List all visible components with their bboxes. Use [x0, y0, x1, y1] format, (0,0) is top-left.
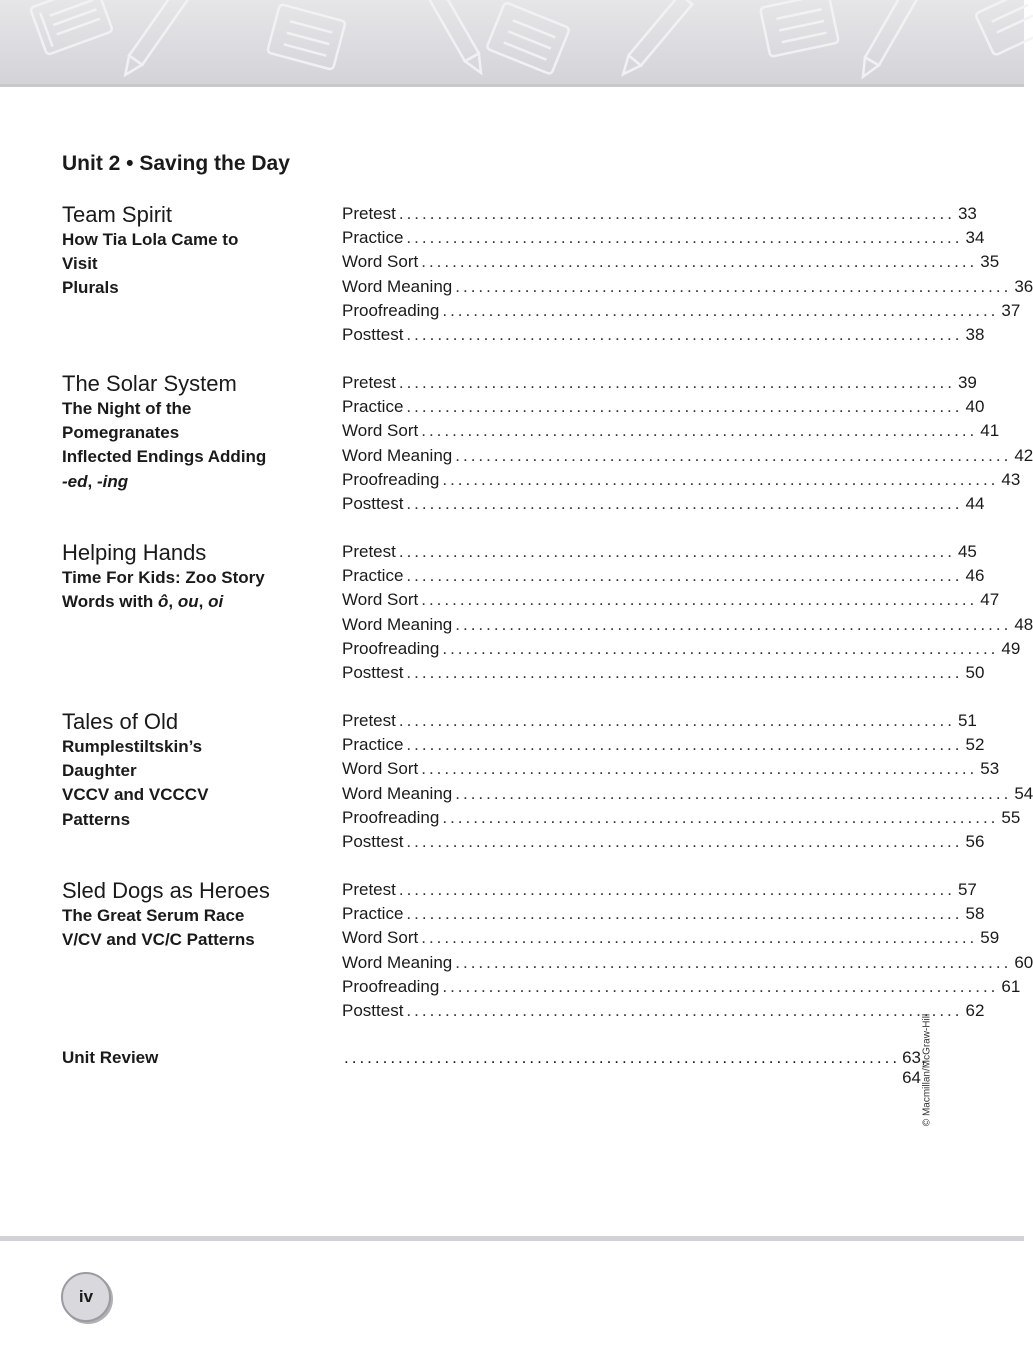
dot-leader: ........................................................................: [406, 228, 963, 248]
toc-label: Practice: [342, 904, 404, 924]
skill-title: VCCV and VCCCV: [62, 785, 209, 805]
toc-label: Pretest: [342, 204, 396, 223]
toc-label: Word Sort: [342, 759, 419, 779]
page-number: 60: [1014, 952, 1033, 972]
page-number: 55: [1001, 807, 1021, 827]
toc-label: Posttest: [342, 831, 404, 851]
toc-label: Word Sort: [342, 928, 419, 948]
section-title: Sled Dogs as Heroes: [62, 878, 270, 903]
toc-row: [342, 759, 1000, 783]
vowel-ou: ou: [177, 592, 199, 612]
separator: ,: [198, 592, 209, 612]
toc-label: Proofreading: [342, 300, 440, 320]
toc-row: [342, 735, 985, 759]
dot-leader: ........................................................................: [455, 276, 1012, 296]
toc-row: [342, 493, 985, 518]
page-number: 58: [965, 904, 985, 924]
page-number-badge: iv: [61, 1272, 111, 1322]
toc-row: [342, 831, 985, 856]
toc-label: Word Sort: [342, 421, 419, 441]
toc-label: Word Meaning: [342, 276, 453, 296]
page-number: 39: [957, 373, 977, 392]
dot-leader: ........................................................................: [442, 976, 999, 996]
page-number: 41: [980, 421, 1000, 441]
toc-label: Word Meaning: [342, 614, 453, 634]
dot-leader: ........................................................................: [442, 807, 999, 827]
toc-row: [342, 976, 1021, 1001]
toc-label: Word Meaning: [342, 783, 453, 803]
page-number: 62: [965, 1000, 985, 1020]
page-number: 46: [965, 566, 985, 586]
dot-leader: ........................................................................: [421, 252, 978, 272]
page-number: 51: [957, 711, 977, 730]
skill-prefix: Words with: [62, 592, 159, 612]
story-title: Time For Kids: Zoo Story: [62, 568, 265, 587]
toc-label: Posttest: [342, 493, 404, 513]
toc-row: [342, 204, 977, 228]
page-number: 37: [1001, 300, 1021, 320]
toc-row: [342, 542, 977, 566]
story-title: Daughter: [62, 761, 137, 781]
dot-leader: ........................................................................: [406, 904, 963, 924]
story-title: Visit: [62, 254, 98, 274]
vowel-oi: oi: [208, 592, 224, 612]
dot-leader: ........................................................................: [398, 880, 955, 899]
dot-leader: ........................................................................: [421, 928, 978, 948]
vowel-o-circumflex: ô: [158, 592, 169, 612]
page-number: 36: [1014, 276, 1033, 296]
skill-title: V/CV and VC/C Patterns: [62, 930, 255, 950]
footer-divider: [0, 1236, 1024, 1241]
dot-leader: ........................................................................: [455, 614, 1012, 634]
toc-label: Posttest: [342, 662, 404, 682]
dot-leader: ........................................................................: [421, 421, 978, 441]
skill-title: Inflected Endings Adding: [62, 447, 267, 467]
toc-row: [342, 566, 985, 590]
page-number: 50: [965, 662, 985, 682]
page-number: 54: [1014, 783, 1033, 803]
page-number: 40: [965, 397, 985, 417]
dot-leader: ........................................................................: [406, 397, 963, 417]
unit-title: Unit 2 • Saving the Day: [62, 152, 290, 175]
dot-leader: ........................................................................: [442, 638, 999, 658]
toc-row: [342, 614, 1033, 639]
dot-leader: ........................................................................: [421, 759, 978, 779]
skill-title: [62, 590, 332, 614]
dot-leader: ........................................................................: [398, 711, 955, 730]
toc-row: [342, 228, 985, 252]
page-number: 47: [980, 590, 1000, 610]
toc-label: Word Meaning: [342, 445, 453, 465]
dot-leader: ........................................................................: [344, 1048, 901, 1067]
toc-label: Posttest: [342, 324, 404, 344]
page-number: 48: [1014, 614, 1033, 634]
story-title: Pomegranates: [62, 423, 180, 443]
toc-row: [342, 421, 1000, 445]
page-number: 45: [957, 542, 977, 561]
toc-row: [342, 300, 1021, 325]
toc-label: Pretest: [342, 880, 396, 899]
dot-leader: ........................................................................: [442, 300, 999, 320]
toc-label: Proofreading: [342, 469, 440, 489]
dot-leader: ........................................................................: [421, 590, 978, 610]
toc-label: Proofreading: [342, 976, 440, 996]
page-number: 56: [965, 831, 985, 851]
dot-leader: ........................................................................: [442, 469, 999, 489]
story-title: Rumplestiltskin’s: [62, 737, 203, 756]
toc-label: Practice: [342, 735, 404, 755]
dot-leader: ........................................................................: [406, 324, 963, 344]
toc-row: [342, 662, 985, 687]
dot-leader: ........................................................................: [406, 566, 963, 586]
dot-leader: ........................................................................: [406, 831, 963, 851]
dot-leader: ........................................................................: [455, 783, 1012, 803]
toc-label: Word Sort: [342, 590, 419, 610]
page-number: 49: [1001, 638, 1021, 658]
toc-label: Word Sort: [342, 252, 419, 272]
page-number: 42: [1014, 445, 1033, 465]
page-number: 34: [965, 228, 985, 248]
separator: ,: [87, 471, 97, 491]
copyright-notice: © Macmillan/McGraw-Hill: [921, 1013, 933, 1127]
skill-title: Patterns: [62, 809, 131, 829]
unit-review-pages: 63, 64: [902, 1048, 926, 1087]
page-number: 35: [980, 252, 1000, 272]
toc-row: [342, 324, 985, 349]
toc-row: [342, 952, 1033, 977]
dot-leader: ........................................................................: [455, 952, 1012, 972]
ending-ing: -ing: [96, 471, 129, 491]
dot-leader: ........................................................................: [398, 373, 955, 392]
toc-label: Pretest: [342, 373, 396, 392]
header-banner: [0, 0, 1024, 87]
toc-label: Practice: [342, 228, 404, 248]
dot-leader: ........................................................................: [406, 493, 963, 513]
dot-leader: ........................................................................: [406, 1000, 963, 1020]
unit-review-label: Unit Review: [62, 1048, 159, 1067]
toc-row: [342, 928, 1000, 952]
toc-label: Pretest: [342, 542, 396, 561]
toc-row: [342, 711, 977, 735]
page-number: 44: [965, 493, 985, 513]
dot-leader: ........................................................................: [455, 445, 1012, 465]
page-number: 57: [957, 880, 977, 899]
toc-row: [342, 783, 1033, 808]
toc-row: [342, 373, 977, 397]
toc-label: Practice: [342, 397, 404, 417]
toc-row: [342, 590, 1000, 614]
toc-row: [342, 469, 1021, 494]
toc-row: [342, 252, 1000, 276]
toc-row: [342, 904, 985, 928]
notebook-pencil-pattern-icon: [0, 0, 1024, 84]
separator: ,: [168, 592, 178, 612]
page-number: 59: [980, 928, 1000, 948]
page-number: 61: [1001, 976, 1021, 996]
dot-leader: ........................................................................: [398, 542, 955, 561]
toc-label: Proofreading: [342, 638, 440, 658]
page-number: 43: [1001, 469, 1021, 489]
ending-ed: -ed: [62, 471, 88, 491]
story-title: How Tia Lola Came to: [62, 230, 239, 249]
section-title: The Solar System: [62, 371, 237, 396]
toc-row: [342, 276, 1033, 301]
skill-title: Plurals: [62, 278, 119, 298]
toc-label: Posttest: [342, 1000, 404, 1020]
section-title: Helping Hands: [62, 540, 207, 565]
toc-label: Word Meaning: [342, 952, 453, 972]
skill-title-endings: [62, 470, 332, 494]
toc-label: Practice: [342, 566, 404, 586]
section-title: Tales of Old: [62, 709, 179, 734]
page-number: 38: [965, 324, 985, 344]
toc-row: [342, 638, 1021, 663]
story-title: The Night of the: [62, 399, 192, 418]
section-title: Team Spirit: [62, 202, 173, 227]
toc-row: [342, 1000, 985, 1025]
toc-row: [342, 397, 985, 421]
toc-label: Pretest: [342, 711, 396, 730]
toc-label: Proofreading: [342, 807, 440, 827]
toc-row: [342, 807, 1021, 832]
toc-row: [342, 445, 1033, 470]
page-number: 53: [980, 759, 1000, 779]
dot-leader: ........................................................................: [398, 204, 955, 223]
story-title: The Great Serum Race: [62, 906, 245, 925]
page-number: 52: [965, 735, 985, 755]
toc-row: [342, 880, 977, 904]
page-number: 33: [957, 204, 977, 223]
dot-leader: ........................................................................: [406, 735, 963, 755]
dot-leader: ........................................................................: [406, 662, 963, 682]
